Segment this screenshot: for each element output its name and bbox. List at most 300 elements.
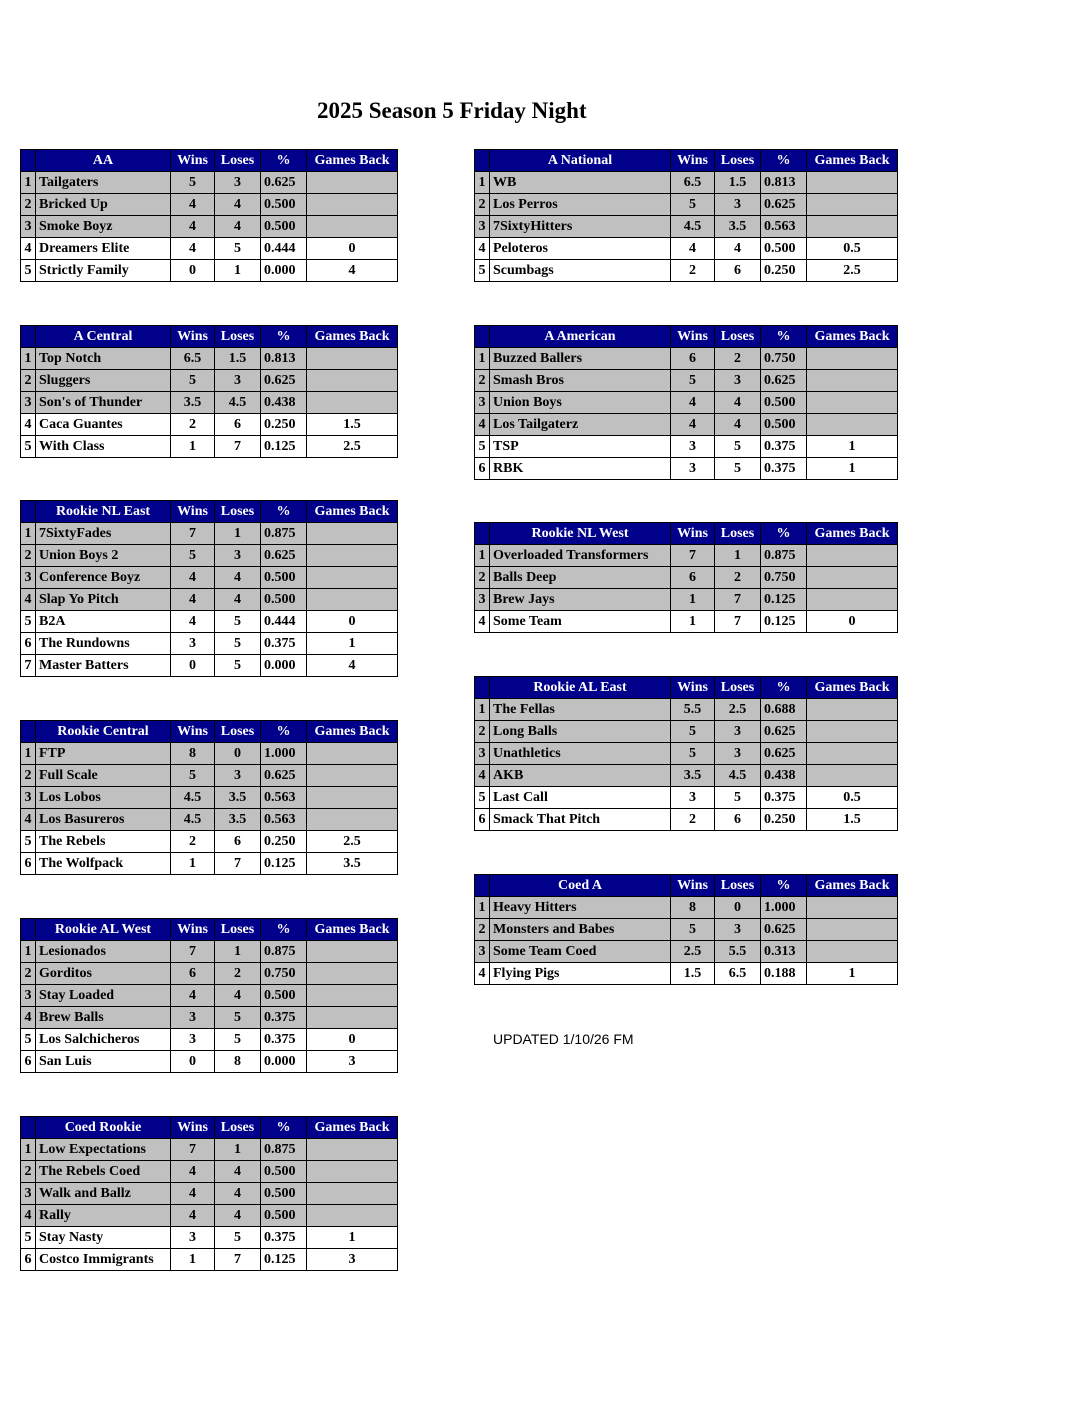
pct-cell: 0.750 — [761, 567, 807, 589]
table-row — [21, 809, 398, 831]
team-name-cell: San Luis — [36, 1051, 171, 1073]
rank-cell: 2 — [475, 721, 490, 743]
games-back-cell — [807, 414, 898, 436]
division-name: Rookie NL West — [490, 523, 671, 545]
pct-cell: 0.125 — [261, 436, 307, 458]
team-name-cell: Lesionados — [36, 941, 171, 963]
division-name: AA — [36, 150, 171, 172]
standings-table-coed-rookie — [20, 1116, 398, 1271]
team-name-cell: Peloteros — [490, 238, 671, 260]
games-back-cell: 0.5 — [807, 238, 898, 260]
loses-cell: 7 — [215, 853, 261, 875]
standings-table-a-national — [474, 149, 898, 282]
games-back-cell — [307, 545, 398, 567]
table-row — [21, 1029, 398, 1051]
wins-cell: 3 — [171, 633, 215, 655]
wins-cell: 7 — [171, 1139, 215, 1161]
loses-cell: 4.5 — [215, 392, 261, 414]
pct-cell: 0.125 — [761, 589, 807, 611]
wins-cell: 5 — [171, 370, 215, 392]
rank-cell: 6 — [475, 809, 490, 831]
table-row — [21, 1161, 398, 1183]
rank-cell: 5 — [21, 611, 36, 633]
table-header-row — [21, 150, 398, 172]
pct-cell: 0.375 — [261, 1227, 307, 1249]
wins-cell: 0 — [171, 655, 215, 677]
table-row — [21, 260, 398, 282]
pct-cell: 0.250 — [261, 414, 307, 436]
loses-cell: 1 — [215, 1139, 261, 1161]
table-row — [475, 589, 898, 611]
rank-cell: 1 — [21, 348, 36, 370]
team-name-cell: Son's of Thunder — [36, 392, 171, 414]
table-header-row — [475, 326, 898, 348]
games-back-cell — [307, 963, 398, 985]
wins-cell: 7 — [671, 545, 715, 567]
loses-header: Loses — [215, 721, 261, 743]
pct-cell: 0.375 — [761, 787, 807, 809]
rank-cell: 1 — [475, 545, 490, 567]
pct-cell: 0.625 — [761, 919, 807, 941]
loses-header: Loses — [715, 326, 761, 348]
pct-cell: 0.750 — [761, 348, 807, 370]
team-name-cell: Master Batters — [36, 655, 171, 677]
team-name-cell: Overloaded Transformers — [490, 545, 671, 567]
table-row — [21, 1139, 398, 1161]
team-name-cell: Monsters and Babes — [490, 919, 671, 941]
loses-cell: 1.5 — [215, 348, 261, 370]
division-name: Coed Rookie — [36, 1117, 171, 1139]
wins-cell: 1 — [671, 589, 715, 611]
table-header-row — [475, 875, 898, 897]
team-name-cell: Stay Loaded — [36, 985, 171, 1007]
division-name: Rookie AL West — [36, 919, 171, 941]
team-name-cell: Union Boys 2 — [36, 545, 171, 567]
games-back-cell: 3.5 — [307, 853, 398, 875]
wins-cell: 2 — [171, 414, 215, 436]
page-title: 2025 Season 5 Friday Night — [317, 98, 587, 123]
wins-cell: 4 — [171, 1205, 215, 1227]
team-name-cell: Balls Deep — [490, 567, 671, 589]
pct-cell: 0.625 — [261, 370, 307, 392]
pct-header: % — [761, 150, 807, 172]
wins-cell: 3 — [671, 458, 715, 480]
team-name-cell: Buzzed Ballers — [490, 348, 671, 370]
wins-cell: 4 — [171, 238, 215, 260]
games-back-cell — [307, 1139, 398, 1161]
table-row — [21, 1051, 398, 1073]
rank-cell: 5 — [21, 260, 36, 282]
pct-cell: 0.188 — [761, 963, 807, 985]
standings-table-a-central — [20, 325, 398, 458]
rank-cell: 1 — [21, 523, 36, 545]
loses-cell: 3 — [715, 370, 761, 392]
games-back-cell: 3 — [307, 1249, 398, 1271]
wins-cell: 4 — [671, 238, 715, 260]
table-row — [475, 545, 898, 567]
team-name-cell: Los Salchicheros — [36, 1029, 171, 1051]
pct-cell: 0.500 — [261, 1183, 307, 1205]
team-name-cell: Stay Nasty — [36, 1227, 171, 1249]
standings-table-a-american — [474, 325, 898, 480]
games-back-cell: 2.5 — [307, 831, 398, 853]
wins-cell: 0 — [171, 1051, 215, 1073]
games-back-cell — [307, 985, 398, 1007]
pct-cell: 0.750 — [261, 963, 307, 985]
loses-header: Loses — [215, 501, 261, 523]
header-rank-cell — [475, 875, 490, 897]
rank-cell: 4 — [475, 765, 490, 787]
division-name: Coed A — [490, 875, 671, 897]
games-back-cell — [307, 194, 398, 216]
loses-header: Loses — [215, 1117, 261, 1139]
rank-cell: 3 — [21, 985, 36, 1007]
team-name-cell: Smash Bros — [490, 370, 671, 392]
pct-cell: 0.813 — [761, 172, 807, 194]
team-name-cell: Union Boys — [490, 392, 671, 414]
rank-cell: 5 — [475, 260, 490, 282]
loses-cell: 7 — [715, 589, 761, 611]
wins-cell: 4 — [171, 194, 215, 216]
division-name: A National — [490, 150, 671, 172]
wins-cell: 4 — [171, 611, 215, 633]
standings-table-rookie-al-east — [474, 676, 898, 831]
loses-cell: 7 — [715, 611, 761, 633]
pct-cell: 0.250 — [761, 260, 807, 282]
wins-cell: 4.5 — [171, 809, 215, 831]
team-name-cell: Rally — [36, 1205, 171, 1227]
games-back-cell — [807, 765, 898, 787]
loses-header: Loses — [715, 150, 761, 172]
games-back-cell — [807, 194, 898, 216]
rank-cell: 1 — [475, 897, 490, 919]
header-rank-cell — [21, 501, 36, 523]
wins-cell: 4 — [171, 567, 215, 589]
games-back-header: Games Back — [307, 721, 398, 743]
loses-cell: 4 — [715, 238, 761, 260]
table-header-row — [21, 1117, 398, 1139]
team-name-cell: FTP — [36, 743, 171, 765]
team-name-cell: Gorditos — [36, 963, 171, 985]
rank-cell: 4 — [475, 238, 490, 260]
wins-cell: 7 — [171, 523, 215, 545]
wins-cell: 6.5 — [171, 348, 215, 370]
loses-cell: 3 — [715, 743, 761, 765]
table-row — [475, 370, 898, 392]
team-name-cell: Full Scale — [36, 765, 171, 787]
loses-cell: 4 — [215, 985, 261, 1007]
wins-cell: 5 — [671, 743, 715, 765]
pct-cell: 0.500 — [261, 1205, 307, 1227]
team-name-cell: Los Tailgaterz — [490, 414, 671, 436]
rank-cell: 6 — [21, 853, 36, 875]
games-back-header: Games Back — [807, 150, 898, 172]
loses-cell: 3 — [715, 919, 761, 941]
table-row — [21, 238, 398, 260]
wins-cell: 6 — [671, 348, 715, 370]
wins-cell: 1 — [171, 1249, 215, 1271]
loses-cell: 3 — [215, 172, 261, 194]
table-row — [475, 436, 898, 458]
rank-cell: 1 — [21, 941, 36, 963]
table-row — [475, 765, 898, 787]
pct-header: % — [261, 501, 307, 523]
header-rank-cell — [21, 326, 36, 348]
loses-cell: 4 — [215, 216, 261, 238]
table-row — [21, 348, 398, 370]
games-back-cell — [307, 1007, 398, 1029]
games-back-cell — [307, 1161, 398, 1183]
team-name-cell: The Fellas — [490, 699, 671, 721]
wins-cell: 4 — [671, 414, 715, 436]
table-row — [21, 216, 398, 238]
loses-cell: 3 — [715, 721, 761, 743]
rank-cell: 1 — [475, 699, 490, 721]
standings-table-rookie-al-west — [20, 918, 398, 1073]
pct-cell: 1.000 — [761, 897, 807, 919]
games-back-header: Games Back — [807, 875, 898, 897]
loses-header: Loses — [215, 150, 261, 172]
team-name-cell: Some Team — [490, 611, 671, 633]
wins-header: Wins — [171, 919, 215, 941]
updated-note: UPDATED 1/10/26 FM — [493, 1031, 634, 1047]
loses-cell: 3 — [215, 765, 261, 787]
pct-cell: 0.438 — [761, 765, 807, 787]
games-back-cell — [307, 743, 398, 765]
table-row — [475, 963, 898, 985]
loses-cell: 1 — [215, 523, 261, 545]
loses-header: Loses — [215, 919, 261, 941]
team-name-cell: Costco Immigrants — [36, 1249, 171, 1271]
standings-table-coed-a — [474, 874, 898, 985]
pct-header: % — [261, 150, 307, 172]
table-row — [21, 1205, 398, 1227]
header-rank-cell — [21, 919, 36, 941]
team-name-cell: The Wolfpack — [36, 853, 171, 875]
pct-cell: 0.375 — [761, 458, 807, 480]
loses-cell: 2 — [715, 567, 761, 589]
games-back-cell: 0 — [307, 611, 398, 633]
games-back-header: Games Back — [807, 523, 898, 545]
games-back-cell — [307, 567, 398, 589]
table-row — [21, 633, 398, 655]
table-row — [21, 172, 398, 194]
rank-cell: 5 — [21, 1227, 36, 1249]
wins-cell: 7 — [171, 941, 215, 963]
pct-cell: 0.000 — [261, 1051, 307, 1073]
team-name-cell: Long Balls — [490, 721, 671, 743]
pct-cell: 0.250 — [261, 831, 307, 853]
pct-cell: 0.125 — [261, 1249, 307, 1271]
loses-cell: 4.5 — [715, 765, 761, 787]
games-back-header: Games Back — [307, 150, 398, 172]
table-row — [21, 589, 398, 611]
pct-cell: 0.625 — [761, 743, 807, 765]
table-row — [21, 743, 398, 765]
games-back-cell: 1 — [307, 1227, 398, 1249]
wins-header: Wins — [171, 150, 215, 172]
wins-cell: 1.5 — [671, 963, 715, 985]
loses-cell: 5 — [215, 633, 261, 655]
wins-cell: 4 — [171, 985, 215, 1007]
loses-cell: 5 — [715, 458, 761, 480]
table-header-row — [475, 523, 898, 545]
pct-cell: 0.875 — [261, 941, 307, 963]
pct-cell: 0.813 — [261, 348, 307, 370]
loses-cell: 5 — [215, 1007, 261, 1029]
loses-cell: 2.5 — [715, 699, 761, 721]
rank-cell: 4 — [21, 809, 36, 831]
table-row — [475, 611, 898, 633]
loses-cell: 4 — [215, 194, 261, 216]
games-back-header: Games Back — [807, 677, 898, 699]
rank-cell: 5 — [475, 436, 490, 458]
wins-cell: 5 — [671, 370, 715, 392]
table-row — [21, 523, 398, 545]
pct-header: % — [761, 523, 807, 545]
table-row — [21, 853, 398, 875]
loses-cell: 6 — [715, 260, 761, 282]
loses-cell: 6 — [215, 831, 261, 853]
team-name-cell: Some Team Coed — [490, 941, 671, 963]
rank-cell: 1 — [475, 348, 490, 370]
rank-cell: 1 — [21, 743, 36, 765]
games-back-cell: 0 — [307, 1029, 398, 1051]
pct-cell: 0.500 — [761, 238, 807, 260]
pct-cell: 0.500 — [261, 567, 307, 589]
table-row — [475, 458, 898, 480]
wins-cell: 2 — [171, 831, 215, 853]
wins-cell: 4.5 — [671, 216, 715, 238]
rank-cell: 1 — [21, 1139, 36, 1161]
wins-cell: 3 — [171, 1007, 215, 1029]
games-back-cell — [807, 699, 898, 721]
team-name-cell: WB — [490, 172, 671, 194]
pct-cell: 1.000 — [261, 743, 307, 765]
table-row — [475, 787, 898, 809]
rank-cell: 2 — [21, 963, 36, 985]
loses-cell: 3 — [215, 370, 261, 392]
pct-cell: 0.500 — [261, 216, 307, 238]
loses-cell: 5 — [215, 655, 261, 677]
wins-header: Wins — [171, 721, 215, 743]
games-back-cell: 1 — [807, 436, 898, 458]
table-row — [21, 611, 398, 633]
loses-cell: 8 — [215, 1051, 261, 1073]
team-name-cell: Unathletics — [490, 743, 671, 765]
games-back-cell — [307, 392, 398, 414]
table-row — [475, 260, 898, 282]
pct-header: % — [261, 721, 307, 743]
wins-cell: 0 — [171, 260, 215, 282]
loses-header: Loses — [715, 523, 761, 545]
loses-cell: 2 — [715, 348, 761, 370]
table-row — [21, 414, 398, 436]
loses-cell: 3 — [215, 545, 261, 567]
loses-cell: 6.5 — [715, 963, 761, 985]
wins-cell: 6 — [671, 567, 715, 589]
header-rank-cell — [21, 721, 36, 743]
table-row — [475, 809, 898, 831]
pct-cell: 0.444 — [261, 611, 307, 633]
rank-cell: 2 — [21, 1161, 36, 1183]
wins-cell: 4 — [171, 589, 215, 611]
table-header-row — [21, 501, 398, 523]
pct-cell: 0.313 — [761, 941, 807, 963]
games-back-cell — [807, 919, 898, 941]
team-name-cell: Conference Boyz — [36, 567, 171, 589]
wins-cell: 4 — [171, 1161, 215, 1183]
table-row — [21, 831, 398, 853]
table-row — [21, 941, 398, 963]
table-row — [475, 392, 898, 414]
team-name-cell: The Rundowns — [36, 633, 171, 655]
rank-cell: 2 — [475, 567, 490, 589]
table-row — [21, 370, 398, 392]
table-row — [21, 1007, 398, 1029]
standings-table-rookie-nl-west — [474, 522, 898, 633]
team-name-cell: Top Notch — [36, 348, 171, 370]
wins-cell: 3 — [171, 1029, 215, 1051]
rank-cell: 7 — [21, 655, 36, 677]
loses-cell: 4 — [215, 589, 261, 611]
team-name-cell: Last Call — [490, 787, 671, 809]
pct-cell: 0.500 — [261, 1161, 307, 1183]
pct-cell: 0.625 — [761, 721, 807, 743]
games-back-cell — [807, 743, 898, 765]
team-name-cell: B2A — [36, 611, 171, 633]
team-name-cell: Heavy Hitters — [490, 897, 671, 919]
wins-cell: 5 — [671, 919, 715, 941]
loses-cell: 7 — [215, 436, 261, 458]
table-row — [21, 985, 398, 1007]
games-back-cell — [307, 172, 398, 194]
rank-cell: 3 — [21, 1183, 36, 1205]
games-back-cell — [807, 348, 898, 370]
games-back-cell — [307, 216, 398, 238]
table-row — [21, 787, 398, 809]
team-name-cell: Los Perros — [490, 194, 671, 216]
pct-cell: 0.875 — [261, 1139, 307, 1161]
pct-cell: 0.500 — [761, 392, 807, 414]
wins-cell: 5 — [171, 172, 215, 194]
loses-cell: 4 — [715, 392, 761, 414]
games-back-cell: 0 — [807, 611, 898, 633]
table-header-row — [21, 919, 398, 941]
team-name-cell: Smoke Boyz — [36, 216, 171, 238]
table-row — [21, 545, 398, 567]
team-name-cell: Low Expectations — [36, 1139, 171, 1161]
loses-cell: 5 — [215, 1227, 261, 1249]
wins-header: Wins — [171, 501, 215, 523]
wins-cell: 8 — [671, 897, 715, 919]
games-back-cell — [307, 765, 398, 787]
games-back-header: Games Back — [307, 919, 398, 941]
wins-cell: 1 — [171, 853, 215, 875]
team-name-cell: Los Lobos — [36, 787, 171, 809]
team-name-cell: With Class — [36, 436, 171, 458]
rank-cell: 3 — [475, 941, 490, 963]
header-rank-cell — [21, 150, 36, 172]
games-back-header: Games Back — [307, 326, 398, 348]
pct-cell: 0.563 — [261, 787, 307, 809]
rank-cell: 3 — [475, 216, 490, 238]
loses-cell: 1 — [215, 941, 261, 963]
table-row — [21, 392, 398, 414]
table-row — [475, 897, 898, 919]
games-back-cell — [807, 941, 898, 963]
rank-cell: 4 — [475, 611, 490, 633]
